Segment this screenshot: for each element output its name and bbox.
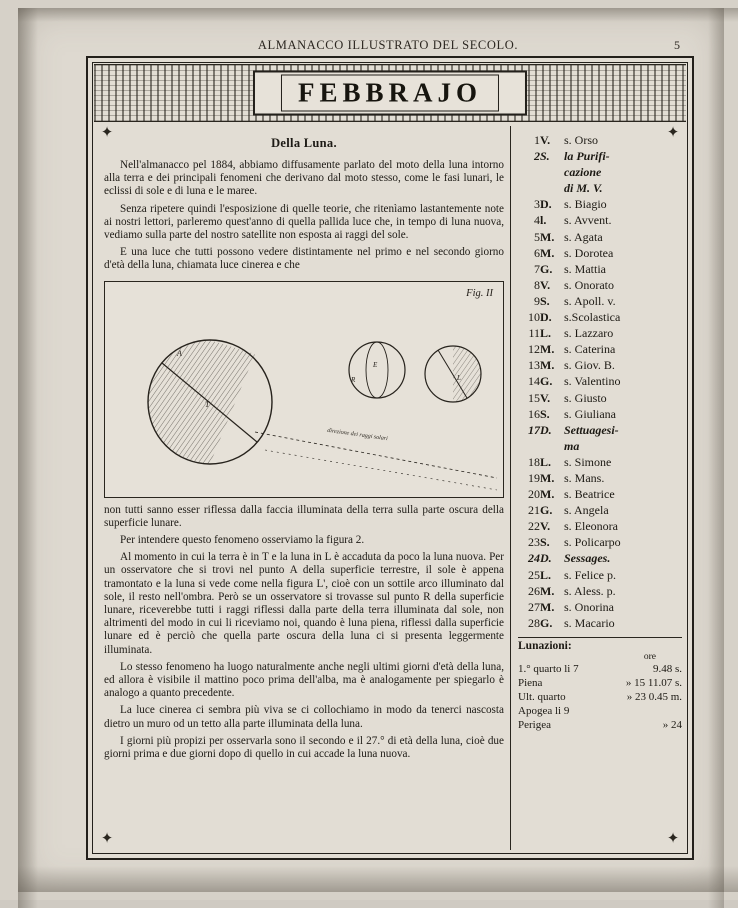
lunation-label: Ult. quarto (518, 690, 566, 703)
calendar-saint-name: s. Angela (564, 503, 609, 518)
calendar-saint-name: s. Dorotea (564, 245, 614, 260)
calendar-row (518, 309, 682, 325)
calendar-day-number: 9 (534, 293, 540, 308)
calendar-day-number: 15 (528, 390, 540, 405)
calendar-day-number: 2 (534, 149, 540, 164)
calendar-day-number: 18 (528, 454, 540, 469)
calendar-day-number: 28 (528, 615, 540, 630)
lunation-entry (518, 718, 682, 732)
month-plate (253, 71, 527, 116)
running-head: ALMANACCO ILLUSTRATO DEL SECOLO. (257, 38, 519, 52)
calendar-day-number: 3 (534, 197, 540, 212)
calendar-row (518, 293, 682, 309)
calendar-day-number: 13 (528, 358, 540, 373)
paper-sheet (18, 8, 724, 892)
calendar-day-letter: M. (540, 358, 555, 373)
calendar-day-letter: S. (540, 293, 550, 308)
calendar-saint-name: la Purifi- (564, 149, 610, 164)
moon-earth-diagram (104, 281, 504, 498)
calendar-row (518, 341, 682, 357)
calendar-day-letter: G. (540, 261, 553, 276)
calendar-day-number: 4 (534, 213, 540, 228)
calendar-saint-name: s. Giuliana (564, 406, 616, 421)
ornamental-band (94, 64, 686, 122)
calendar-day-letter: M. (540, 470, 555, 485)
lunation-label: Piena (518, 676, 543, 689)
calendar-saint-name: s. Aless. p. (564, 583, 616, 598)
calendar-row (518, 390, 682, 406)
calendar-row (518, 229, 682, 245)
calendar-day-number: 17 (528, 422, 540, 437)
calendar-day-letter: L. (540, 567, 552, 582)
article-paragraph: I giorni più propizi per osservarla sono il secondo e il 27.° di età della luna, cioè due giorni prima e due giorni dopo di quello in cui accade la luna nuova. (104, 734, 504, 761)
calendar-row (518, 438, 682, 454)
calendar-row (518, 486, 682, 502)
calendar-day-letter: D. (540, 422, 552, 437)
calendar-row (518, 615, 682, 631)
calendar-saint-name: s. Eleonora (564, 519, 618, 534)
calendar-day-number: 20 (528, 487, 540, 502)
corner-ornament-bottom-left: ✦ (100, 831, 114, 847)
calendar-day-number (518, 438, 540, 454)
page-edge-shadow-bottom (18, 866, 738, 892)
figure-svg (105, 282, 503, 495)
corner-ornament-top-right: ✦ (666, 125, 680, 141)
calendar-saint-name: s. Valentino (564, 374, 621, 389)
calendar-row (518, 518, 682, 534)
calendar-day-letter: V. (540, 390, 551, 405)
calendar-day-letter: L. (540, 454, 552, 469)
lunation-value: » 24 (662, 718, 682, 731)
lunation-value: » 23 0.45 m. (626, 690, 682, 703)
calendar-day-letter (540, 180, 564, 196)
calendar-day-letter: M. (540, 245, 555, 260)
calendar-saint-name: s. Lazzaro (564, 326, 614, 341)
calendar-day-number (518, 180, 540, 196)
calendar-day-letter: M. (540, 599, 555, 614)
article-paragraph: E una luce che tutti possono vedere distintamente nel primo e nel secondo giorno d'età della luna, chiamata luce cinerea e che (104, 246, 504, 272)
calendar-table (518, 132, 682, 631)
calendar-day-number: 5 (534, 229, 540, 244)
calendar-day-letter: D. (540, 197, 552, 212)
calendar-day-letter: V. (540, 277, 551, 292)
calendar-day-number (518, 164, 540, 180)
calendar-day-number: 19 (528, 470, 540, 485)
calendar-day-letter: S. (540, 149, 550, 164)
lunation-entry (518, 676, 682, 690)
svg-text:A: A (177, 348, 182, 358)
calendar-day-number: 21 (528, 503, 540, 518)
calendar-row (518, 325, 682, 341)
calendar-day-letter (540, 164, 564, 180)
article-paragraph: non tutti sanno esser riflessa dalla faccia illuminata della terra sulla parte oscura della superficie lunare. (104, 503, 504, 529)
calendar-day-number: 8 (534, 277, 540, 292)
calendar-saint-name: Sessages. (564, 551, 611, 566)
ray-direction-caption: direzione dei raggi solari (326, 427, 389, 442)
almanac-frame (86, 56, 694, 860)
calendar-saint-name: s. Caterina (564, 342, 616, 357)
calendar-saint-name: Settuagesi- (564, 422, 619, 437)
calendar-saint-name: s. Mattia (564, 261, 606, 276)
calendar-saint-name: s. Beatrice (564, 487, 615, 502)
calendar-saint-name: s. Agata (564, 229, 603, 244)
calendar-day-letter: M. (540, 487, 555, 502)
calendar-row (518, 502, 682, 518)
calendar-saint-name: s. Simone (564, 454, 612, 469)
calendar-saint-name: di M. V. (564, 181, 603, 196)
svg-text:E: E (373, 360, 378, 369)
calendar-saint-name: s. Orso (564, 133, 599, 147)
article-column (104, 126, 504, 850)
page-edge-shadow-left (18, 8, 38, 908)
calendar-saint-name: s. Giusto (564, 390, 607, 405)
lunations-title: Lunazioni: (518, 639, 572, 652)
article-paragraph: Lo stesso fenomeno ha luogo naturalmente anche negli ultimi giorni d'età della luna, ed allora è visibile il mattino poco prima dell'alba, ma è analogamente per spiegarlo è analogo a quanto precedente. (104, 660, 504, 700)
page-edge-shadow-right (708, 8, 724, 908)
calendar-day-number: 27 (528, 599, 540, 614)
calendar-day-number: 24 (528, 551, 540, 566)
calendar-row (518, 470, 682, 486)
calendar-day-number: 23 (528, 535, 540, 550)
calendar-saint-name: s. Onorato (564, 277, 614, 292)
calendar-day-letter: M. (540, 583, 555, 598)
calendar-row (518, 148, 682, 164)
calendar-row (518, 550, 682, 566)
calendar-saint-name: cazione (564, 165, 602, 180)
calendar-saint-name: s. Apoll. v. (564, 293, 616, 308)
calendar-row (518, 261, 682, 277)
calendar-row (518, 212, 682, 228)
lunation-label: Apogea li 9 (518, 704, 570, 717)
lunation-label: Perigea (518, 718, 551, 731)
calendar-day-letter: S. (540, 406, 550, 421)
column-divider (510, 126, 511, 850)
calendar-day-number: 6 (534, 245, 540, 260)
calendar-day-number: 26 (528, 583, 540, 598)
figure-label: Fig. II (466, 287, 493, 299)
calendar-row (518, 583, 682, 599)
calendar-day-number: 7 (534, 261, 540, 276)
calendar-row (518, 132, 682, 148)
calendar-day-letter: S. (540, 535, 550, 550)
calendar-day-letter: l. (540, 213, 547, 228)
calendar-saint-name: s. Onorina (564, 599, 614, 614)
calendar-day-letter: G. (540, 374, 553, 389)
calendar-saint-name: s. Felice p. (564, 567, 616, 582)
lunation-entry (518, 690, 682, 704)
calendar-day-number: 1 (534, 133, 540, 147)
calendar-saint-name: s. Policarpo (564, 535, 621, 550)
corner-ornament-bottom-right: ✦ (666, 831, 680, 847)
calendar-row (518, 422, 682, 438)
frame-body (98, 126, 682, 850)
calendar-row (518, 406, 682, 422)
calendar-day-number: 11 (528, 326, 540, 341)
article-paragraph: Per intendere questo fenomeno osserviamo la figura 2. (120, 534, 365, 547)
calendar-row (518, 164, 682, 180)
calendar-saint-name: s. Avvent. (564, 213, 612, 228)
lunation-value: 9.48 s. (652, 662, 682, 675)
calendar-saint-name: s. Biagio (564, 197, 607, 212)
lunations-list (518, 662, 682, 732)
calendar-row (518, 357, 682, 373)
page-edge-shadow-top (18, 8, 738, 22)
calendar-day-letter: D. (540, 551, 552, 566)
calendar-day-number: 10 (528, 310, 540, 325)
svg-text:T: T (205, 399, 210, 409)
page-number: 5 (674, 38, 680, 52)
article-paragraph: Al momento in cui la terra è in T e la luna in L è accaduta da poco la luna nuova. Per un osservatore che si trovi nel punto A della superficie terrestre, il sole è appena tramontato e la luna si vede come nella figura L', cioè con un sottile arco illuminato dal sole, il resto nell'ombra. Però se un osservatore si trovasse sul punto R della superficie lunare, riceverebbe tutti i raggi riflessi dalla parte della terra illuminata dal sole, non altrimenti del modo in cui li riceviamo noi, quando è luna piena, riflessi dalla superficie lunare ed è perciò che quella parte oscura della luna ci si presenta leggermente illuminata. (104, 551, 504, 656)
lunation-entry (518, 662, 682, 676)
calendar-row (518, 196, 682, 212)
calendar-day-number: 22 (528, 519, 540, 534)
calendar-row (518, 567, 682, 583)
svg-text:L: L (457, 373, 461, 382)
calendar-saint-name: ma (564, 438, 580, 453)
calendar-saint-name: s.Scolastica (564, 310, 621, 325)
calendar-saint-name: s. Mans. (564, 470, 605, 485)
calendar-row (518, 599, 682, 615)
calendar-day-letter (540, 438, 564, 454)
lunation-entry (518, 704, 682, 718)
calendar-day-number: 12 (528, 342, 540, 357)
calendar-day-letter: L. (540, 326, 552, 341)
lunation-label: 1.° quarto li 7 (518, 662, 579, 675)
article-paragraph: Nell'almanacco pel 1884, abbiamo diffusamente parlato del moto della luna intorno alla terra e dei principali fenomeni che derivano dal moto stesso, come le fasi lunari, le eclissi di sole e di luna e le maree. (104, 159, 504, 198)
lunations-unit-header: ore (643, 651, 656, 662)
calendar-saint-name: s. Giov. B. (564, 358, 615, 373)
lunations-divider (518, 637, 682, 638)
calendar-day-number: 14 (528, 374, 540, 389)
calendar-day-letter: G. (540, 615, 553, 630)
calendar-day-letter: V. (540, 133, 551, 147)
calendar-day-letter: M. (540, 342, 555, 357)
calendar-day-number: 25 (528, 567, 540, 582)
calendar-day-letter: M. (540, 229, 555, 244)
calendar-row (518, 277, 682, 293)
calendar-saint-name: s. Macario (564, 615, 615, 630)
calendar-day-number: 16 (528, 406, 540, 421)
corner-ornament-top-left: ✦ (100, 125, 114, 141)
svg-text:R: R (351, 375, 356, 384)
calendar-row (518, 180, 682, 196)
article-paragraph: Senza ripetere quindi l'esposizione di quelle teorie, che ritenìamo lastantemente note ai nostri lettori, parleremo quest'anno di quella pallida luce che, in tempo di luna nuova, vediamo sulla parte del nostro satellite non esposta ai raggi del sole. (104, 202, 504, 242)
calendar-row (518, 373, 682, 389)
article-heading: Della Luna. (271, 136, 337, 150)
month-title: FEBBRAJO (297, 77, 483, 108)
calendar-row (518, 454, 682, 470)
calendar-day-letter: V. (540, 519, 551, 534)
calendar-day-letter: G. (540, 503, 553, 518)
calendar-column (518, 126, 682, 850)
lunation-value: » 15 11.07 s. (625, 676, 682, 689)
calendar-day-letter: D. (540, 310, 552, 325)
article-paragraph: La luce cinerea ci sembra più viva se ci collochiamo in modo da tenerci nascosta dietro un muro od un tetto alla parte illuminata della luna. (104, 704, 504, 730)
calendar-row (518, 534, 682, 550)
calendar-row (518, 245, 682, 261)
